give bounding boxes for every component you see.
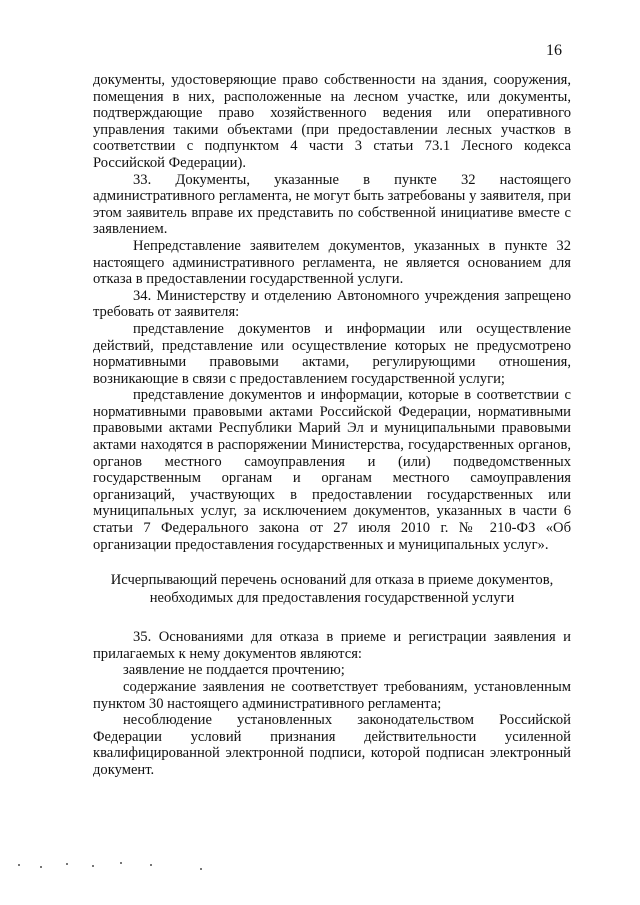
scan-artifact (120, 862, 122, 864)
scan-artifact (200, 868, 202, 870)
scan-artifact (66, 863, 68, 865)
page-number: 16 (546, 42, 562, 59)
section-heading: Исчерпывающий перечень оснований для отказа в приеме документов, необходимых для предоставления государственной услуги (110, 572, 554, 607)
scan-artifact (40, 866, 42, 868)
scan-artifact (18, 864, 20, 866)
paragraph: содержание заявления не соответствует требованиям, установленным пунктом 30 настоящего административного регламента; (93, 679, 571, 712)
paragraph: 34. Министерству и отделению Автономного учреждения запрещено требовать от заявителя: (93, 287, 571, 321)
paragraph: 33. Документы, указанные в пункте 32 настоящего административного регламента, не могут быть затребованы у заявителя, при этом заявитель вправе их представить по собственной инициативе вместе с заявлением. (93, 171, 571, 238)
paragraph: несоблюдение установленных законодательством Российской Федерации условий признания действительности усиленной квалифицированной электронной подписи, которой подписан электронный документ. (93, 712, 571, 778)
paragraph: заявление не поддается прочтению; (123, 662, 345, 679)
paragraph: представление документов и информации или осуществление действий, представление или осуществление которых не предусмотрено нормативными правовыми актами, регулирующими отношения, возникающие в связи с предоставлением государственной услуги; (93, 320, 571, 387)
scan-artifact (150, 864, 152, 866)
scan-artifact (92, 865, 94, 867)
paragraph: 35. Основаниями для отказа в приеме и регистрации заявления и прилагаемых к нему документов являются: (93, 629, 571, 662)
paragraph: Непредставление заявителем документов, указанных в пункте 32 настоящего административного регламента, не является основанием для отказа в предоставлении государственной услуги. (93, 237, 571, 288)
paragraph: представление документов и информации, которые в соответствии с нормативными правовыми актами Российской Федерации, нормативными правовыми актами Республики Марий Эл и муниципальными правовыми актами находятся в распоряжении Министерства, государственных органов, органов местного самоуправления и (или) подведомственных государственным органам и органам местного самоуправления организаций, участвующих в предоставлении государственных или муниципальных услуг, за исключением документов, указанных в части 6 статьи 7 Федерального закона от 27 июля 2010 г. № 210-ФЗ «Об организации предоставления государственных и муниципальных услуг». (93, 387, 571, 553)
document-body (93, 72, 571, 779)
paragraph: документы, удостоверяющие право собственности на здания, сооружения, помещения в них, расположенные на лесном участке, или документы, подтверждающие право хозяйственного ведения или оперативного управления такими объектами (при предоставлении лесных участков в соответствии с подпунктом 4 части 3 статьи 73.1 Лесного кодекса Российской Федерации). (93, 72, 571, 171)
